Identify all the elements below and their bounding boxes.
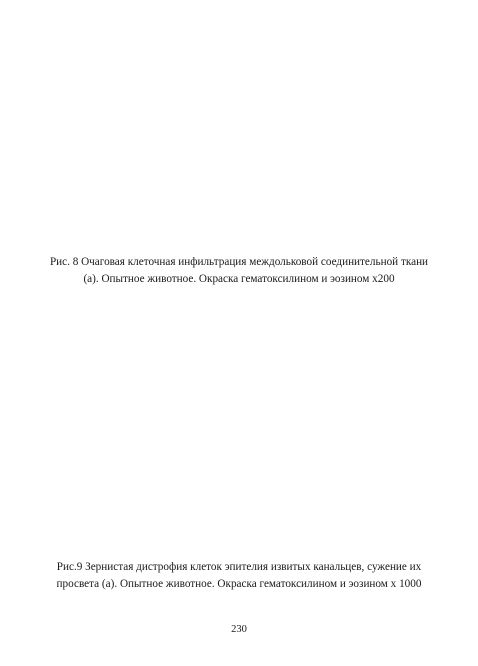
figure-8-caption-line-2: (а). Опытное животное. Окраска гематоксилином и эозином х200 bbox=[83, 273, 395, 285]
figure-9-caption bbox=[0, 559, 478, 593]
figure-9-caption-line-1: Рис.9 Зернистая дистрофия клеток эпителия извитых канальцев, сужение их bbox=[56, 561, 422, 573]
figure-9-caption-line-2: просвета (а). Опытное животное. Окраска гематоксилином и эозином х 1000 bbox=[56, 578, 422, 590]
figure-9-image-area bbox=[40, 302, 438, 552]
figure-8-caption bbox=[0, 254, 478, 288]
figure-8-caption-line-1: Рис. 8 Очаговая клеточная инфильтрация междольковой соединительной ткани bbox=[49, 256, 429, 268]
figure-8-image-area bbox=[40, 20, 438, 252]
page-number: 230 bbox=[231, 624, 247, 635]
